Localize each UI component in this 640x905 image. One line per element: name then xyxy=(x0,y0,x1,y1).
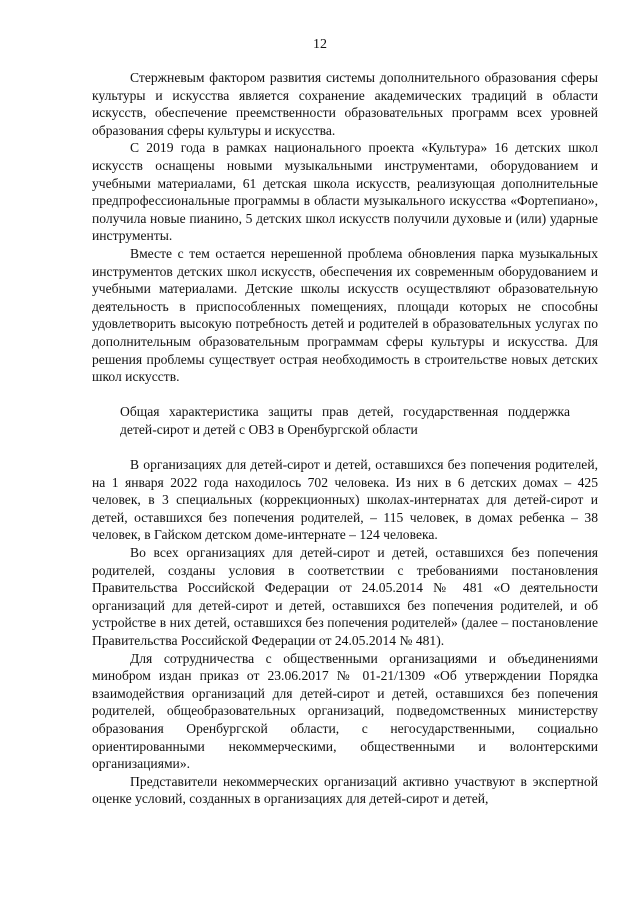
document-body xyxy=(92,69,598,808)
paragraph: Стержневым фактором развития системы дополнительного образования сферы культуры и искусства является сохранение академических традиций в области искусств, обеспечение преемственности образовательных программ всех уровней образования сферы культуры и искусства. xyxy=(92,70,598,138)
paragraph: Вместе с тем остается нерешенной проблема обновления парка музыкальных инструментов детских школ искусств, обеспечения их современным оборудованием и учебными материалами. Детские школы искусств осуществляют образовательную деятельность в приспособленных помещениях, площади которых не способны удовлетворить высокую потребность детей и родителей в образовательных услугах по дополнительным образовательным программам сферы культуры и искусства. Для решения проблемы существует острая необходимость в строительстве новых детских школ искусств. xyxy=(92,245,598,385)
paragraph: В организациях для детей-сирот и детей, оставшихся без попечения родителей, на 1 января 2022 года находилось 702 человека. Из них в 6 детских домах – 425 человек, в 3 специальных (коррекционных) школах-интернатах для детей-сирот и детей, оставшихся без попечения родителей, – 115 человек, в домах ребенка – 38 человек, в Гайском детском доме-интернате – 124 человека. xyxy=(92,457,598,543)
page-number: 12 xyxy=(313,37,327,52)
paragraph: Представители некоммерческих организаций активно участвуют в экспертной оценке условий, созданных в организациях для детей-сирот и детей, xyxy=(92,773,598,807)
paragraph: С 2019 года в рамках национального проекта «Культура» 16 детских школ искусств оснащены новыми музыкальными инструментами, оборудованием и учебными материалами, 61 детская школа искусств, реализующая дополнительные предпрофессиональные программы в области музыкального искусства «Фортепиано», получила новые пианино, 5 детских школ искусств получили духовые и (или) ударные инструменты. xyxy=(92,140,598,244)
section-heading: Общая характеристика защиты прав детей, государственная поддержка детей-сирот и детей с ОВЗ в Оренбургской области xyxy=(120,404,570,437)
paragraph: Во всех организациях для детей-сирот и детей, оставшихся без попечения родителей, созданы условия в соответствии с требованиями постановления Правительства Российской Федерации от 24.05.2014 № 481 «О деятельности организаций для детей-сирот и детей, оставшихся без попечения родителей, и об устройстве в них детей, оставшихся без попечения родителей» (далее – постановление Правительства Российской Федерации от 24.05.2014 № 481). xyxy=(92,545,598,648)
spacer xyxy=(92,386,598,404)
paragraph: Для сотрудничества с общественными организациями и объединениями минобром издан приказ от 23.06.2017 № 01-21/1309 «Об утверждении Порядка взаимодействия организаций для детей-сирот и детей, оставшихся без попечения родителей, общеобразовательных организаций, подведомственных министерству образования Оренбургской области, с негосударственными, социально ориентированными некоммерческими, общественными и волонтерскими организациями». xyxy=(92,650,598,772)
spacer xyxy=(92,438,598,456)
